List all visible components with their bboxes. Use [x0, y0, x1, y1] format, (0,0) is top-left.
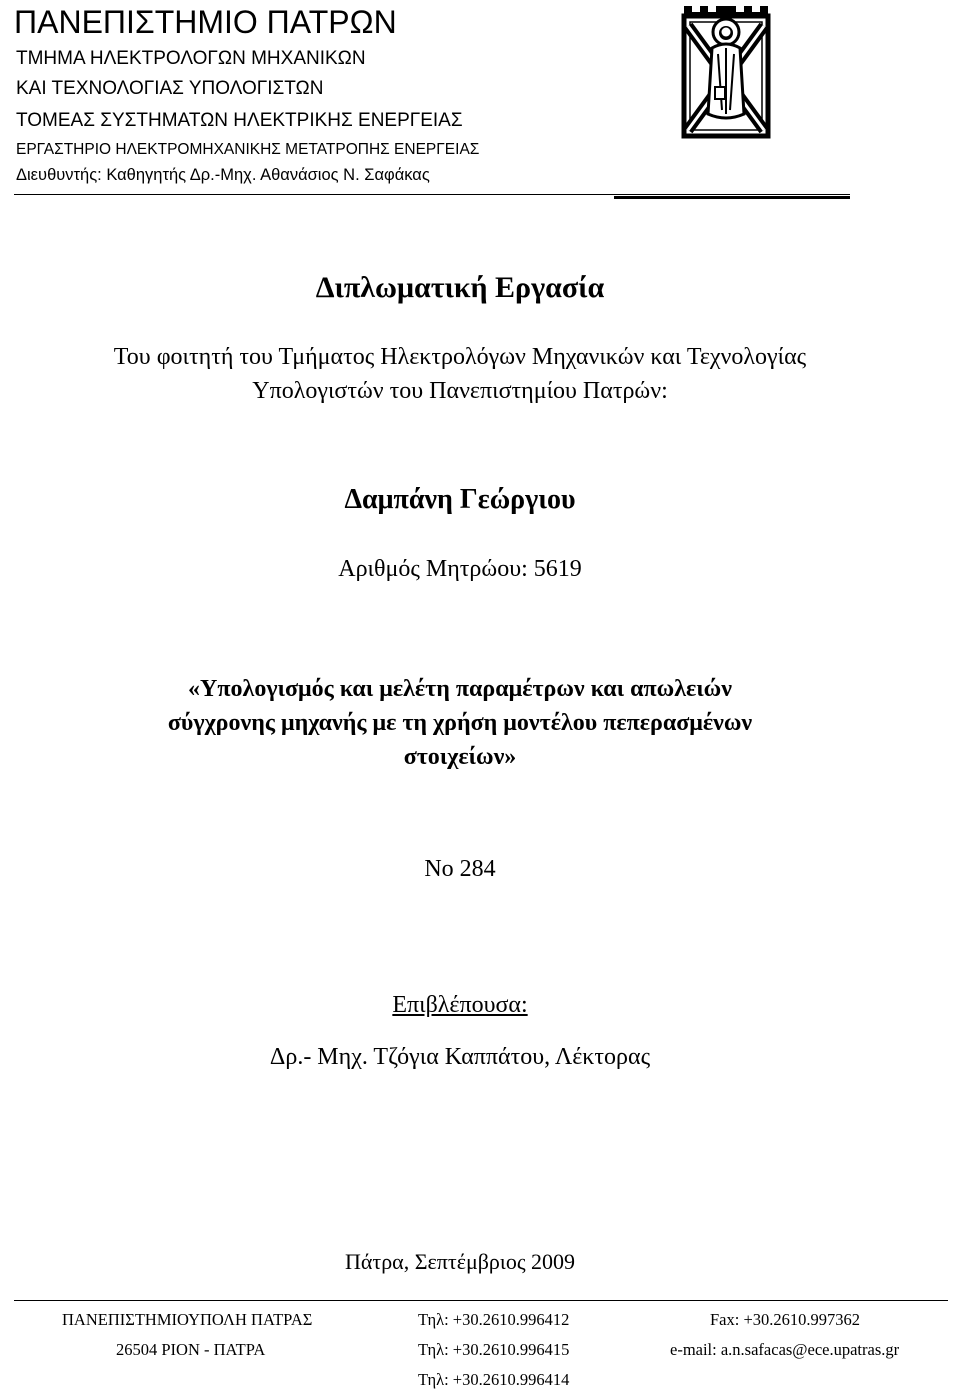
place-and-date: Πάτρα, Σεπτέμβριος 2009	[344, 1249, 576, 1274]
footer-divider	[14, 1300, 948, 1301]
thesis-title-line-3: στοιχείων»	[403, 744, 517, 770]
address-line-1: ΠΑΝΕΠΙΣΤΗΜΙΟΥΠΟΛΗ ΠΑΤΡΑΣ	[62, 1310, 313, 1329]
address-line-2: 26504 ΡΙΟΝ - ΠΑΤΡΑ	[116, 1340, 266, 1359]
phone-3: Τηλ: +30.2610.996414	[418, 1370, 570, 1389]
director-line: Διευθυντής: Καθηγητής Δρ.-Μηχ. Αθανάσιος Ν. Σαφάκας	[16, 166, 430, 184]
registration-number: Αριθμός Μητρώου: 5619	[338, 556, 582, 582]
intro-line-2: Υπολογιστών του Πανεπιστημίου Πατρών:	[252, 378, 668, 404]
email-address: e-mail: a.n.safacas@ece.upatras.gr	[670, 1340, 900, 1359]
intro-line-1: Του φοιτητή του Τμήματος Ηλεκτρολόγων Μηχανικών και Τεχνολογίας	[113, 344, 807, 370]
phone-2: Τηλ: +30.2610.996415	[418, 1340, 570, 1359]
supervisor-name: Δρ.- Μηχ. Τζόγια Καππάτου, Λέκτορας	[269, 1044, 651, 1070]
phone-1: Τηλ: +30.2610.996412	[418, 1310, 570, 1329]
department-line-2: ΚΑΙ ΤΕΧΝΟΛΟΓΙΑΣ ΥΠΟΛΟΓΙΣΤΩΝ	[16, 78, 324, 99]
division-name: ΤΟΜΕΑΣ ΣΥΣΤΗΜΑΤΩΝ ΗΛΕΚΤΡΙΚΗΣ ΕΝΕΡΓΕΙΑΣ	[16, 110, 463, 131]
supervisor-label	[0, 988, 940, 1022]
university-seal-icon	[678, 2, 774, 142]
header-divider-accent	[614, 196, 850, 199]
department-line-1: ΤΜΗΜΑ ΗΛΕΚΤΡΟΛΟΓΩΝ ΜΗΧΑΝΙΚΩΝ	[16, 48, 366, 69]
document-type-heading: Διπλωματική Εργασία	[315, 271, 605, 304]
thesis-number: Νο 284	[424, 856, 496, 882]
student-name: Δαμπάνη Γεώργιου	[344, 484, 576, 515]
university-name: ΠΑΝΕΠΙΣΤΗΜΙΟ ΠΑΤΡΩΝ	[14, 4, 397, 40]
fax-number: Fax: +30.2610.997362	[710, 1310, 861, 1329]
supervisor-label-text: Επιβλέπουσα:	[392, 992, 528, 1018]
thesis-title-line-2: σύγχρονης μηχανής με τη χρήση μοντέλου πεπερασμένων	[167, 710, 753, 736]
thesis-title-line-1: «Υπολογισμός και μελέτη παραμέτρων και απωλειών	[188, 676, 732, 702]
laboratory-name: ΕΡΓΑΣΤΗΡΙΟ ΗΛΕΚΤΡΟΜΗΧΑΝΙΚΗΣ ΜΕΤΑΤΡΟΠΗΣ ΕΝΕΡΓΕΙΑΣ	[16, 141, 480, 158]
header-divider	[14, 194, 850, 195]
